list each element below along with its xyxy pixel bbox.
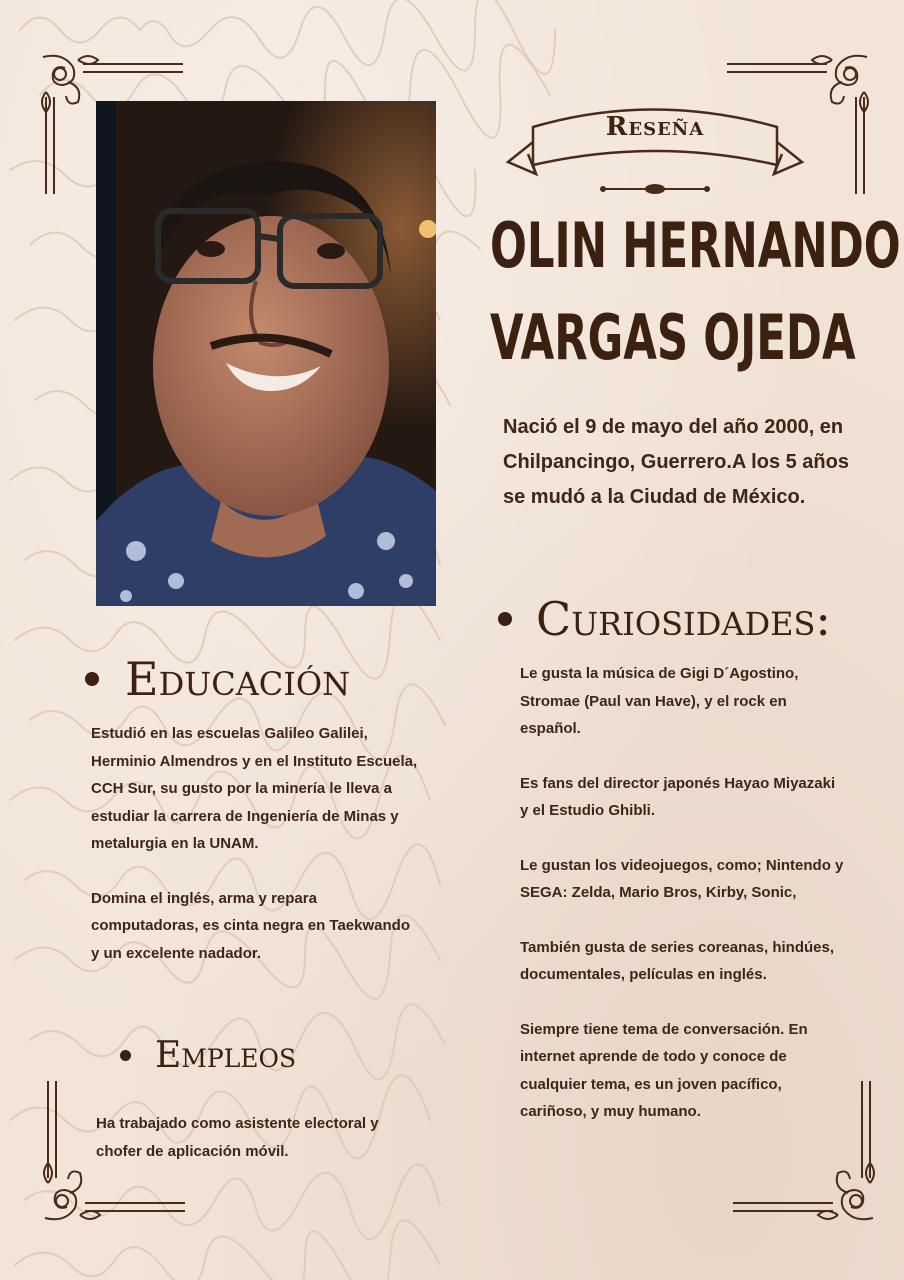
name-line-1: OLIN HERNANDO (490, 209, 901, 282)
empleos-text (96, 1110, 426, 1192)
educacion-heading (85, 648, 350, 706)
portrait-photo (96, 101, 436, 606)
resena-banner (505, 102, 805, 202)
curiosidades-paragraph: Es fans del director japonés Hayao Miyazaki y el Estudio Ghibli. (520, 774, 836, 819)
educacion-paragraph: Estudió en las escuelas Galileo Galilei, Herminio Almendros y en el Instituto Escuela, CCH Sur, su gusto por la minería le lleva a estudiar la carrera de Ingeniería de Minas y metalurgia en la UNAM. (91, 725, 418, 852)
bullet-icon (120, 1050, 131, 1061)
curiosidades-paragraph: Siempre tiene tema de conversación. En internet aprende de todo y conoce de cualquier tema, es un joven pacífico, cariñoso, y muy humano. (520, 1020, 808, 1120)
curiosidades-text (520, 660, 845, 1153)
curiosidades-heading (498, 588, 831, 646)
intro-paragraph: Nació el 9 de mayo del año 2000, en Chilpancingo, Guerrero.A los 5 años se mudó a la Ciudad de México. (503, 416, 849, 508)
educacion-text (91, 720, 421, 994)
empleos-title: Empleos (155, 1034, 297, 1076)
bullet-icon (498, 612, 512, 626)
name-line-2: VARGAS OJEDA (490, 301, 856, 374)
curiosidades-paragraph: Le gustan los videojuegos, como; Nintendo y SEGA: Zelda, Mario Bros, Kirby, Sonic, (520, 856, 844, 901)
empleos-paragraph: Ha trabajado como asistente electoral y chofer de aplicación móvil. (96, 1115, 379, 1160)
curiosidades-title: Curiosidades: (536, 592, 831, 646)
person-name (490, 200, 901, 384)
empleos-heading (120, 1032, 296, 1076)
bullet-icon (85, 672, 99, 686)
banner-label: Reseña (605, 112, 705, 142)
educacion-paragraph: Domina el inglés, arma y repara computadoras, es cinta negra en Taekwando y un excelente nadador. (91, 889, 410, 962)
educacion-title: Educación (125, 652, 351, 706)
curiosidades-paragraph: También gusta de series coreanas, hindúes, documentales, películas en inglés. (520, 938, 834, 983)
curiosidades-paragraph: Le gusta la música de Gigi D´Agostino, Stromae (Paul van Have), y el rock en español. (520, 665, 799, 737)
